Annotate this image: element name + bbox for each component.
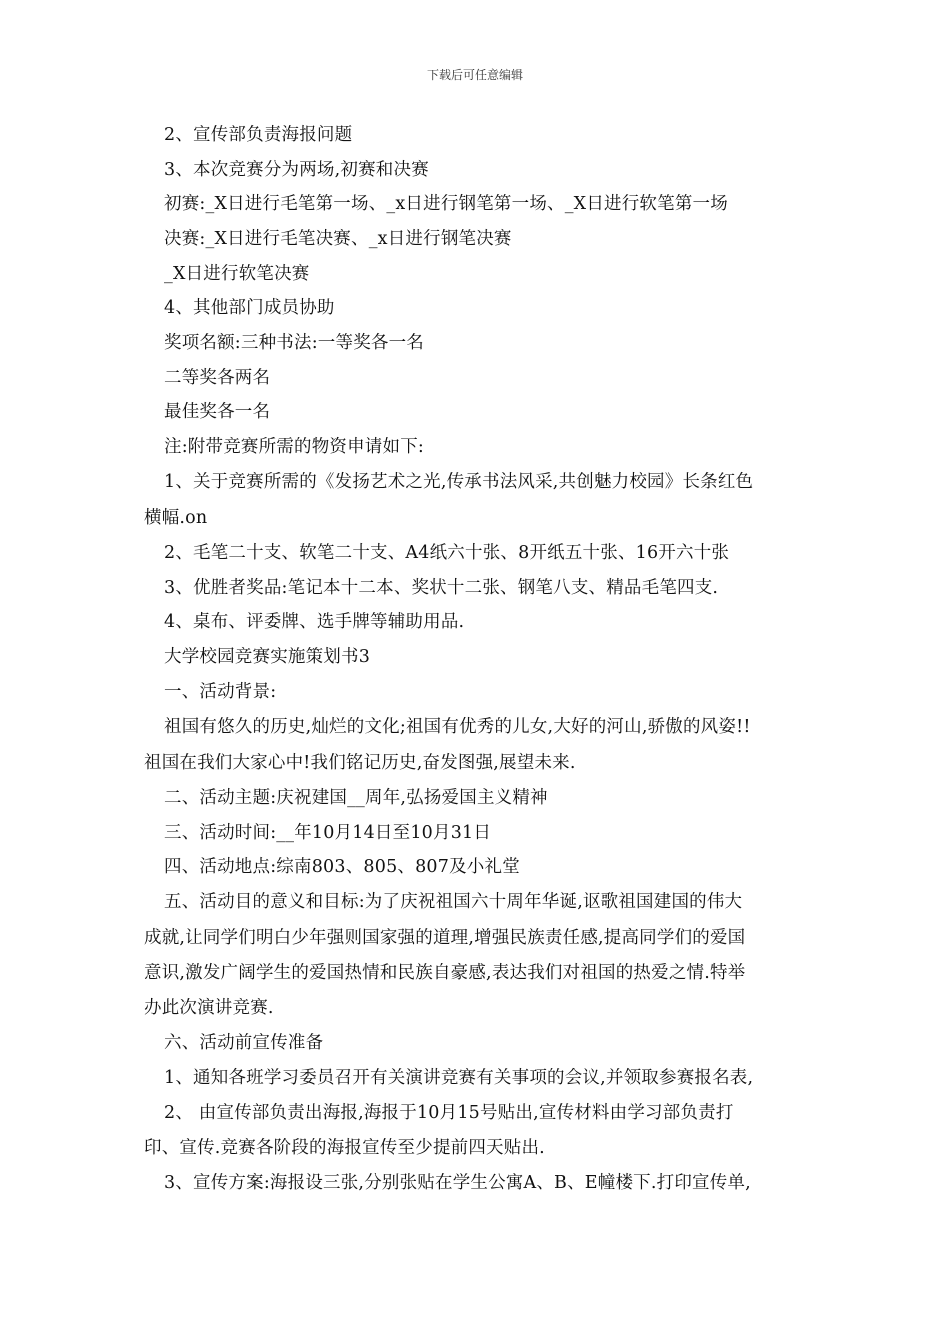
text-line: 大学校园竞赛实施策划书3 [164,647,371,667]
text-line: 2、宣传部负责海报问题 [164,125,353,145]
page-header: 下载后可任意编辑 [426,68,523,82]
text-line: 初赛:_X日进行毛笔第一场、_x日进行钢笔第一场、_X日进行软笔第一场 [164,194,728,214]
text-line: 成就,让同学们明白少年强则国家强的道理,增强民族责任感,提高同学们的爱国 [144,928,746,948]
text-line: 3、本次竞赛分为两场,初赛和决赛 [164,160,429,180]
text-line: 意识,激发广阔学生的爱国热情和民族自豪感,表达我们对祖国的热爱之情.特举 [144,963,746,983]
text-line: 决赛:_X日进行毛笔决赛、_x日进行钢笔决赛 [164,229,512,249]
text-line: 2、 由宣传部负责出海报,海报于10月15号贴出,宣传材料由学习部负责打 [164,1103,734,1123]
text-line: 六、活动前宣传准备 [164,1033,324,1053]
text-line: 1、通知各班学习委员召开有关演讲竞赛有关事项的会议,并领取参赛报名表, [164,1068,754,1088]
text-line: _X日进行软笔决赛 [164,264,310,284]
text-line: 四、活动地点:综南803、805、807及小礼堂 [164,857,520,877]
text-line: 祖国有悠久的历史,灿烂的文化;祖国有优秀的儿女,大好的河山,骄傲的风姿!! [164,717,751,737]
text-line: 最佳奖各一名 [164,402,271,422]
text-line: 印、宣传.竞赛各阶段的海报宣传至少提前四天贴出. [144,1138,545,1158]
text-line: 祖国在我们大家心中!我们铭记历史,奋发图强,展望未来. [144,753,576,773]
text-line: 二、活动主题:庆祝建国__周年,弘扬爱国主义精神 [164,788,548,808]
text-line: 三、活动时间:__年10月14日至10月31日 [164,823,492,843]
text-line: 横幅.on [144,508,208,528]
text-line: 五、活动目的意义和目标:为了庆祝祖国六十周年华诞,讴歌祖国建国的伟大 [164,892,743,912]
text-line: 二等奖各两名 [164,368,271,388]
text-line: 3、优胜者奖品:笔记本十二本、奖状十二张、钢笔八支、精品毛笔四支. [164,578,719,598]
text-line: 注:附带竞赛所需的物资申请如下: [164,437,424,457]
text-line: 一、活动背景: [164,682,277,702]
text-line: 4、其他部门成员协助 [164,298,335,318]
text-line: 1、关于竞赛所需的《发扬艺术之光,传承书法风采,共创魅力校园》长条红色 [164,472,754,492]
text-line: 办此次演讲竞赛. [144,998,274,1018]
text-line: 3、宣传方案:海报设三张,分别张贴在学生公寓A、B、E幢楼下.打印宣传单, [164,1173,751,1193]
text-line: 奖项名额:三种书法:一等奖各一名 [164,333,424,353]
text-line: 4、桌布、评委牌、选手牌等辅助用品. [164,612,465,632]
text-line: 2、毛笔二十支、软笔二十支、A4纸六十张、8开纸五十张、16开六十张 [164,543,730,563]
